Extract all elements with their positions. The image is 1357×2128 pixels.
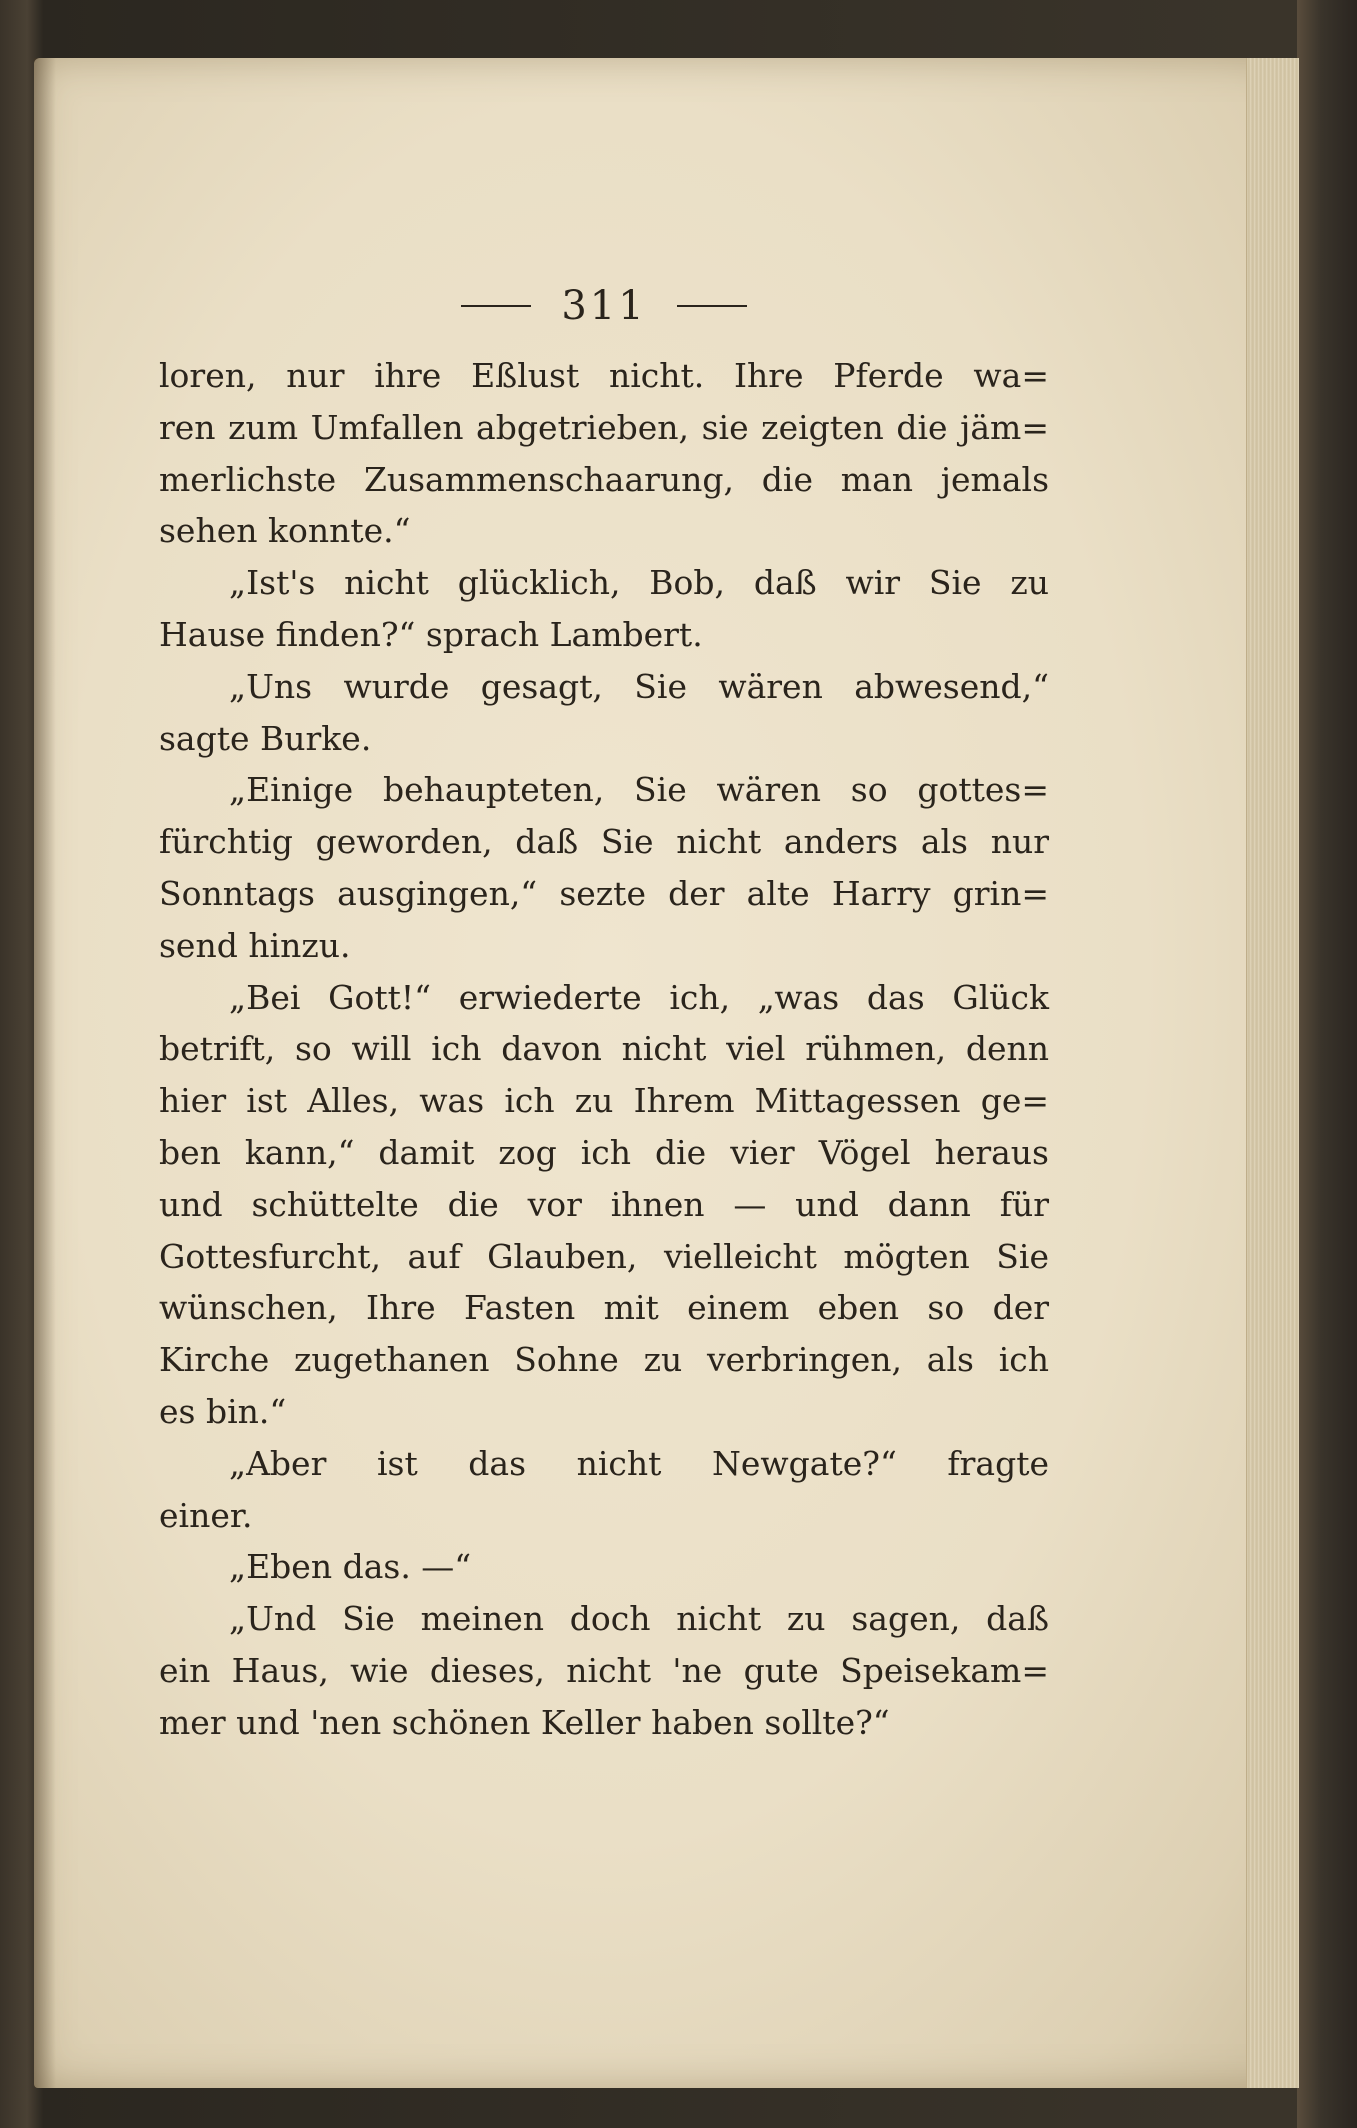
- text-line: ein Haus, wie dieses, nicht 'ne gute Speisekam=: [159, 1650, 1049, 1690]
- text-line: es bin.“: [159, 1391, 287, 1431]
- text-line: Kirche zugethanen Sohne zu verbringen, als ich: [159, 1340, 1049, 1380]
- page-paper: [34, 58, 1299, 2088]
- page-text-block: [159, 280, 1049, 1749]
- text-line: mer und 'nen schönen Keller haben sollte?“: [159, 1702, 890, 1742]
- page-header: [159, 280, 1049, 350]
- body-text: [159, 350, 1049, 1749]
- text-line: Hause finden?“ sprach Lambert.: [159, 614, 703, 654]
- text-line: einer.: [159, 1495, 253, 1535]
- text-line: ben kann,“ damit zog ich die vier Vögel heraus: [159, 1132, 1049, 1172]
- text-line: „Aber ist das nicht Newgate?“ fragte: [229, 1443, 1049, 1483]
- page-stack-edge: [1246, 58, 1299, 2088]
- text-line: sagte Burke.: [159, 718, 372, 758]
- text-line: betrift, so will ich davon nicht viel rühmen, denn: [159, 1029, 1049, 1069]
- text-line: hier ist Alles, was ich zu Ihrem Mittagessen ge=: [159, 1081, 1049, 1121]
- page-number: 311: [561, 283, 647, 329]
- header-rule-right: [677, 305, 747, 307]
- text-line: „Einige behaupteten, Sie wären so gottes=: [229, 770, 1049, 810]
- text-line: ren zum Umfallen abgetrieben, sie zeigten die jäm=: [159, 407, 1049, 447]
- text-line: sehen konnte.“: [159, 511, 411, 551]
- header-rule-left: [461, 305, 531, 307]
- text-line: merlichste Zusammenschaarung, die man jemals: [159, 459, 1049, 499]
- text-line: „Bei Gott!“ erwiederte ich, „was das Glück: [229, 977, 1049, 1017]
- gutter-shadow: [34, 58, 56, 2088]
- book-cover-edge: [1297, 0, 1357, 2128]
- text-line: Gottesfurcht, auf Glauben, vielleicht mögten Sie: [159, 1236, 1049, 1276]
- text-line: fürchtig geworden, daß Sie nicht anders als nur: [159, 822, 1049, 862]
- text-line: „Eben das. —“: [229, 1547, 472, 1587]
- text-line: „Ist's nicht glücklich, Bob, daß wir Sie zu: [229, 563, 1049, 603]
- text-line: „Uns wurde gesagt, Sie wären abwesend,“: [229, 666, 1049, 706]
- text-line: und schüttelte die vor ihnen — und dann für: [159, 1184, 1049, 1224]
- text-line: send hinzu.: [159, 925, 351, 965]
- text-line: Sonntags ausgingen,“ sezte der alte Harry grin=: [159, 873, 1049, 913]
- text-line: wünschen, Ihre Fasten mit einem eben so der: [159, 1288, 1049, 1328]
- text-line: loren, nur ihre Eßlust nicht. Ihre Pferde wa=: [159, 356, 1049, 395]
- text-line: „Und Sie meinen doch nicht zu sagen, daß: [229, 1599, 1049, 1639]
